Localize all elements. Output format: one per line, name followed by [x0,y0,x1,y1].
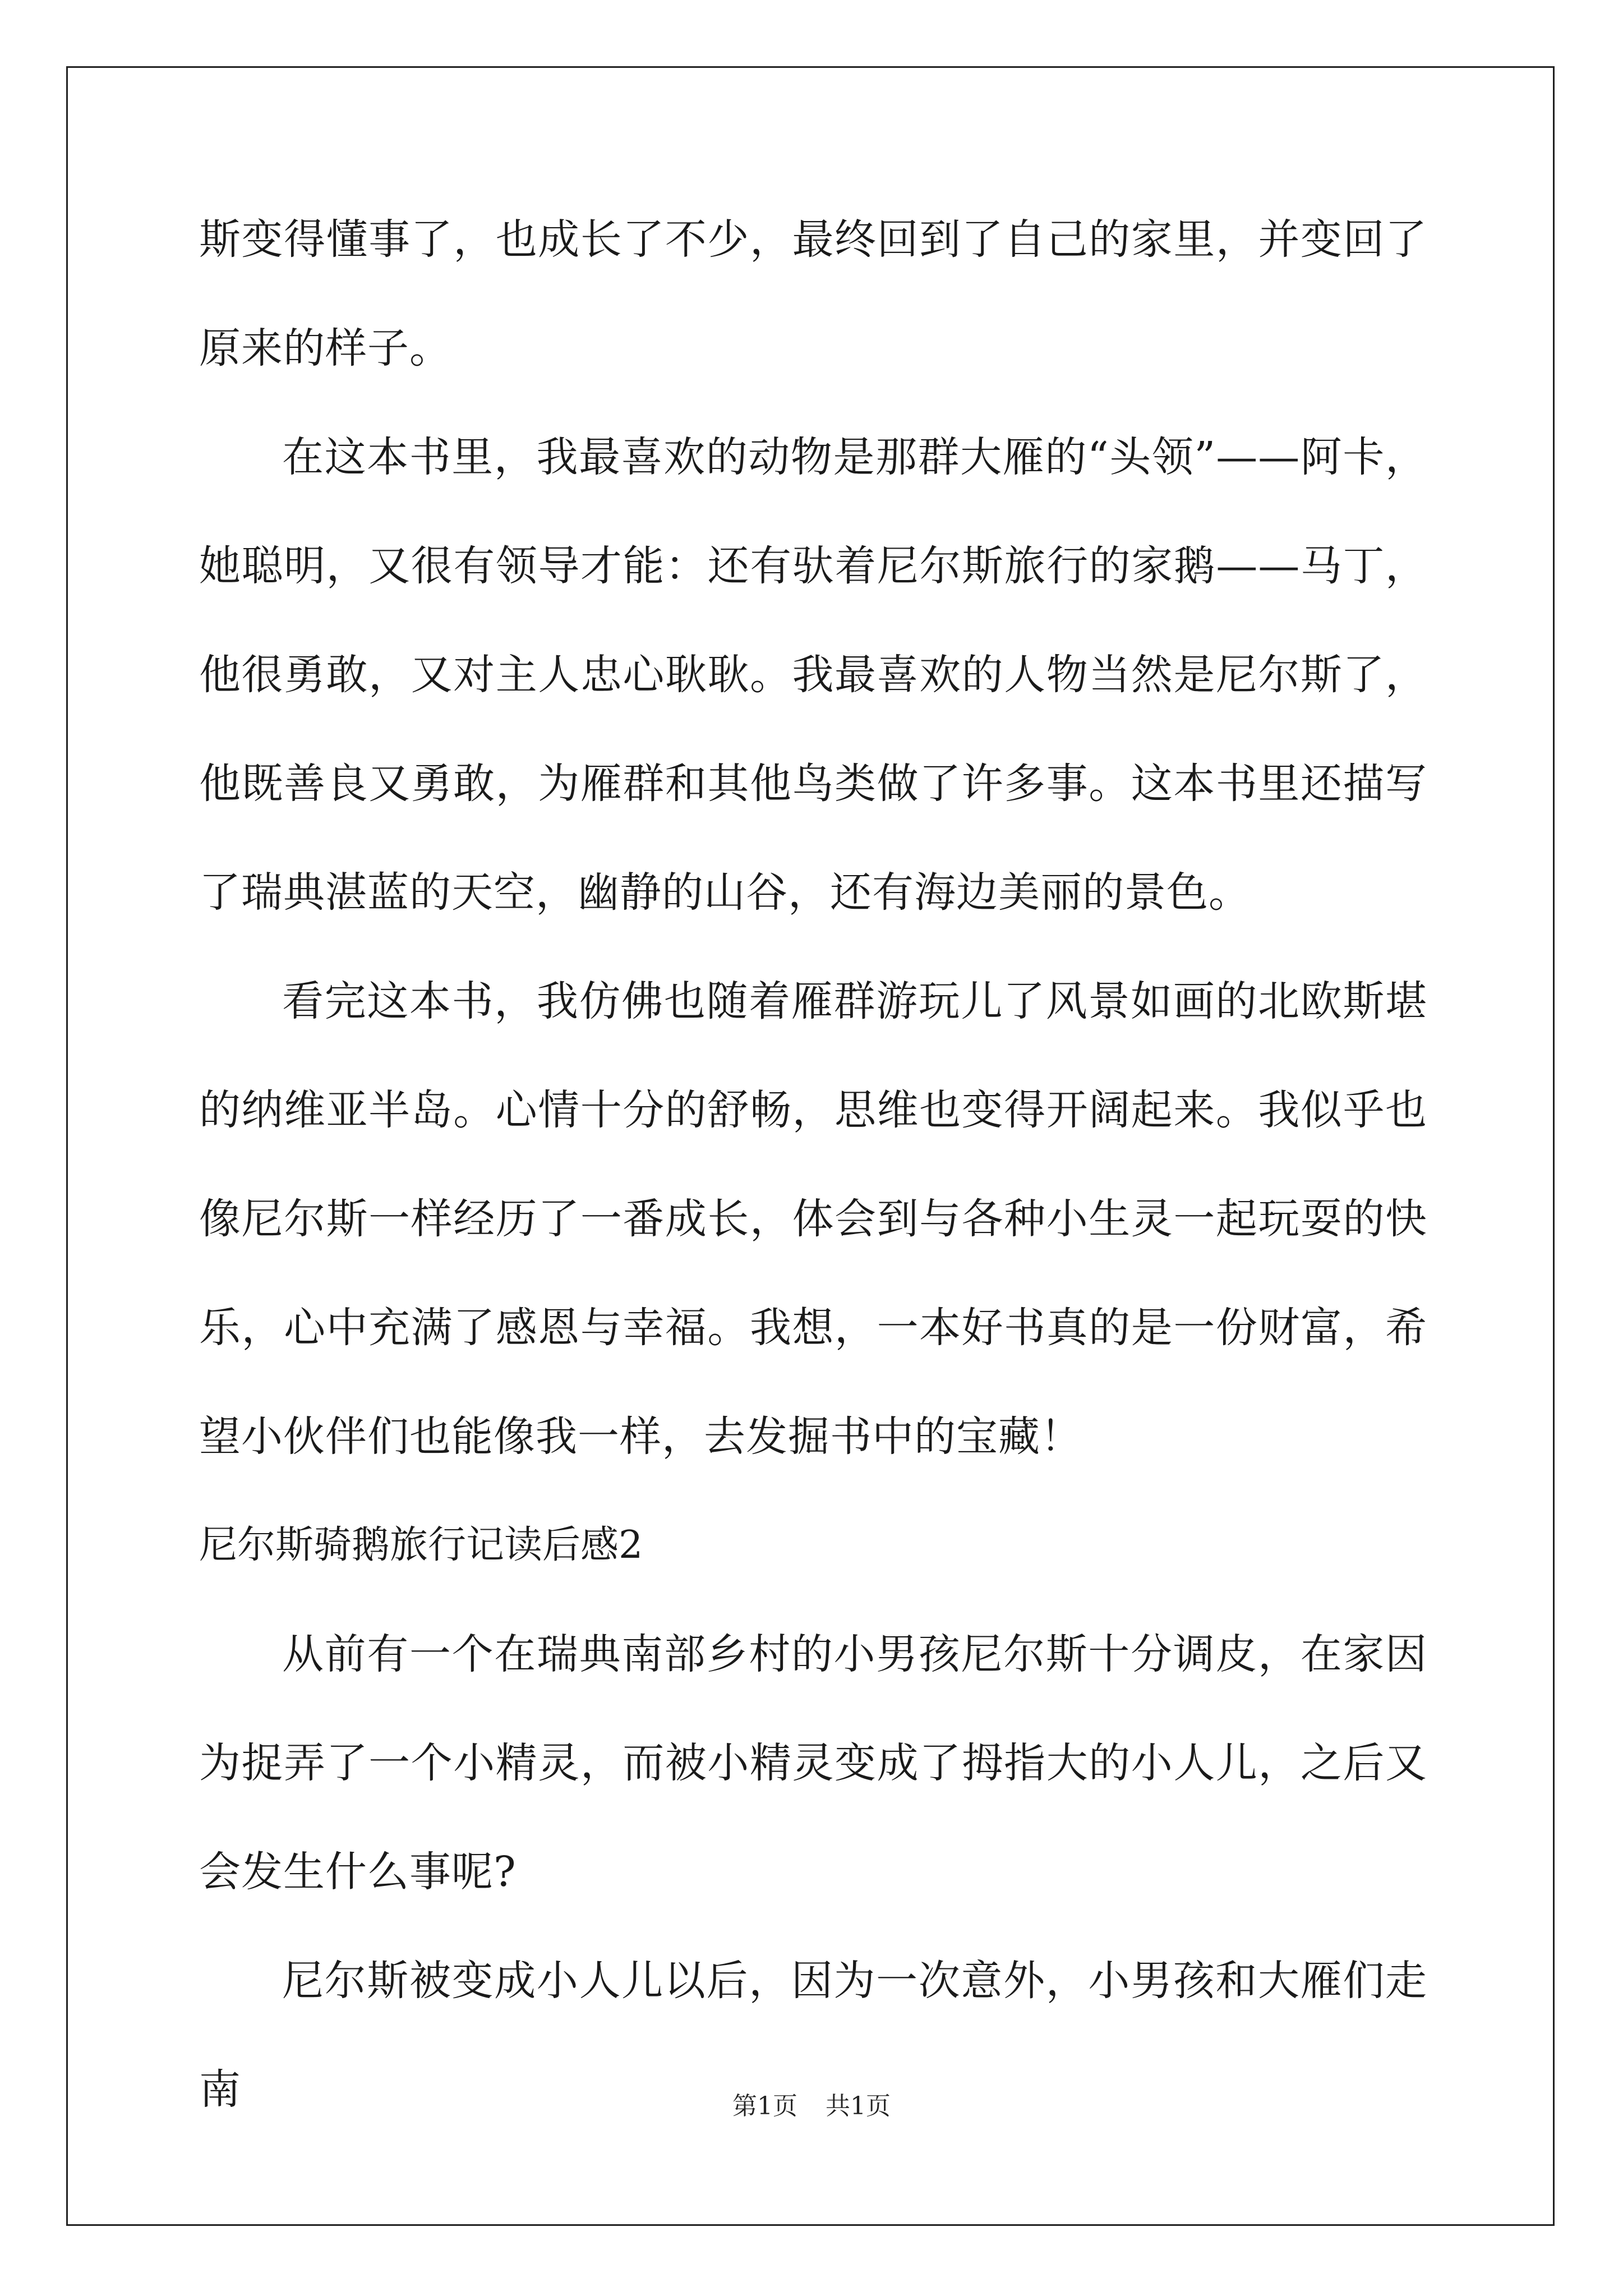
page-number: 第1页 [732,2092,797,2120]
section-heading: 尼尔斯骑鹅旅行记读后感2 [199,1523,643,1567]
paragraph-3: 看完这本书，我仿佛也随着雁群游玩儿了风景如画的北欧斯堪的纳维亚半岛。心情十分的舒畅，思维也变得开阔起来。我似乎也像尼尔斯一样经历了一番成长，体会到与各种小生灵一起玩耍的快乐，心中充满了感恩与幸福。我想，一本好书真的是一份财富，希望小伙伴们也能像我一样，去发掘书中的宝藏！ [199,977,1427,1461]
paragraph-1: 斯变得懂事了，也成长了不少，最终回到了自己的家里，并变回了原来的样子。 [199,215,1427,372]
page-total: 共1页 [826,2092,891,2120]
document-body [199,185,1427,2144]
paragraph-4: 从前有一个在瑞典南部乡村的小男孩尼尔斯十分调皮，在家因为捉弄了一个小精灵，而被小精灵变成了拇指大的小人儿，之后又会发生什么事呢? [199,1630,1427,1896]
paragraph-2: 在这本书里，我最喜欢的动物是那群大雁的“头领”——阿卡，她聪明，又很有领导才能：还有驮着尼尔斯旅行的家鹅——马丁，他很勇敢，又对主人忠心耿耿。我最喜欢的人物当然是尼尔斯了，他既善良又勇敢，为雁群和其他鸟类做了许多事。这本书里还描写了瑞典湛蓝的天空，幽静的山谷，还有海边美丽的景色。 [199,433,1427,917]
paragraph-5: 尼尔斯被变成小人儿以后，因为一次意外，小男孩和大雁们走南 [199,1957,1427,2114]
page-footer [0,2086,1623,2122]
